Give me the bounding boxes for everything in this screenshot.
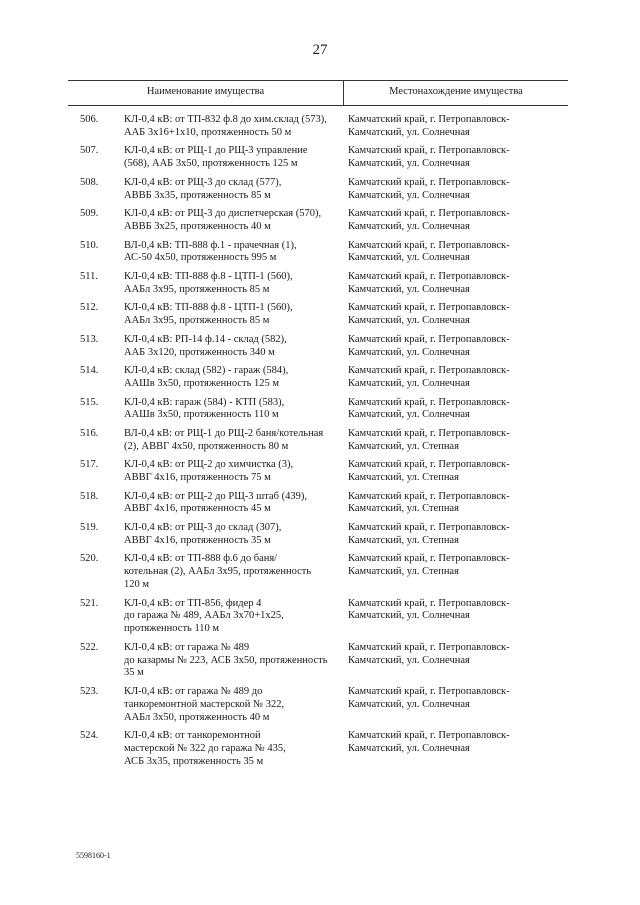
property-name-line: ААБ 3х120, протяженность 340 м xyxy=(124,346,275,358)
property-name-line: КЛ-0,4 кВ: от ТП-856, фидер 4 xyxy=(124,597,262,609)
property-location-line: Камчатский край, г. Петропавловск- xyxy=(348,490,510,502)
table-row xyxy=(0,145,640,171)
property-location xyxy=(348,522,538,548)
property-name-line: АСБ 3х35, протяженность 35 м xyxy=(124,755,264,767)
property-name-line: АВВГ 4х16, протяженность 75 м xyxy=(124,472,271,484)
property-location xyxy=(348,397,538,423)
property-name-line: АВВБ 3х35, протяженность 85 м xyxy=(124,189,271,201)
property-name xyxy=(124,397,338,423)
property-name-line: КЛ-0,4 кВ: ТП-888 ф.8 - ЦТП-1 (560), xyxy=(124,270,293,282)
table-row xyxy=(0,114,640,140)
row-number: 513. xyxy=(80,333,99,345)
property-name-line: КЛ-0,4 кВ: от гаража № 489 xyxy=(124,641,250,653)
table-row xyxy=(0,598,640,636)
property-location-line: Камчатский, ул. Степная xyxy=(348,503,459,515)
property-location xyxy=(348,302,538,328)
property-table-body xyxy=(0,114,640,774)
row-number: 510. xyxy=(80,239,99,251)
property-location xyxy=(348,642,538,668)
table-row xyxy=(0,397,640,423)
property-name-line: КЛ-0,4 кВ: от гаража № 489 до xyxy=(124,686,263,698)
property-location-line: Камчатский край, г. Петропавловск- xyxy=(348,145,510,157)
property-location-line: Камчатский край, г. Петропавловск- xyxy=(348,239,510,251)
property-name-line: танкоремонтной мастерской № 322, xyxy=(124,698,285,710)
table-row xyxy=(0,208,640,234)
property-name xyxy=(124,642,338,680)
property-name xyxy=(124,177,338,203)
property-name xyxy=(124,686,338,724)
property-location-line: Камчатский край, г. Петропавловск- xyxy=(348,176,510,188)
property-name xyxy=(124,114,338,140)
property-name xyxy=(124,428,338,454)
property-name-line: КЛ-0,4 кВ: от РЩ-3 до диспетчерская (570), xyxy=(124,208,322,220)
table-row xyxy=(0,271,640,297)
property-name xyxy=(124,598,338,636)
property-location-line: Камчатский край, г. Петропавловск- xyxy=(348,553,510,565)
column-header-location: Местонахождение имущества xyxy=(389,86,523,97)
property-name-line: ААБл 3х50, протяженность 40 м xyxy=(124,711,270,723)
property-location-line: Камчатский край, г. Петропавловск- xyxy=(348,427,510,439)
property-location xyxy=(348,491,538,517)
property-location-line: Камчатский, ул. Солнечная xyxy=(348,654,470,666)
row-number: 519. xyxy=(80,522,99,534)
row-number: 518. xyxy=(80,490,99,502)
property-name-line: ААШв 3х50, протяженность 125 м xyxy=(124,377,280,389)
property-location-line: Камчатский, ул. Солнечная xyxy=(348,158,470,170)
row-number: 516. xyxy=(80,427,99,439)
property-name xyxy=(124,553,338,591)
property-name xyxy=(124,271,338,297)
table-row xyxy=(0,365,640,391)
property-name-line: КЛ-0,4 кВ: РП-14 ф.14 - склад (582), xyxy=(124,333,287,345)
property-name xyxy=(124,491,338,517)
row-number: 511. xyxy=(80,270,98,282)
row-number: 520. xyxy=(80,553,99,565)
page-number: 27 xyxy=(312,42,328,58)
row-number: 508. xyxy=(80,176,99,188)
property-location-line: Камчатский край, г. Петропавловск- xyxy=(348,333,510,345)
property-name-line: КЛ-0,4 кВ: ТП-888 ф.8 - ЦТП-1 (560), xyxy=(124,302,293,314)
table-row xyxy=(0,334,640,360)
property-name-line: АВВБ 3х25, протяженность 40 м xyxy=(124,220,271,232)
property-name-line: КЛ-0,4 кВ: от РЩ-3 до склад (307), xyxy=(124,522,282,534)
table-row xyxy=(0,428,640,454)
property-location-line: Камчатский край, г. Петропавловск- xyxy=(348,270,510,282)
property-name xyxy=(124,240,338,266)
property-name-line: КЛ-0,4 кВ: от РЩ-3 до склад (577), xyxy=(124,176,282,188)
property-name-line: 120 м xyxy=(124,579,150,591)
property-name-line: мастерской № 322 до гаража № 435, xyxy=(124,743,286,755)
property-location xyxy=(348,553,538,579)
property-location-line: Камчатский край, г. Петропавловск- xyxy=(348,365,510,377)
property-name xyxy=(124,730,338,768)
property-name-line: ААШв 3х50, протяженность 110 м xyxy=(124,409,279,421)
property-location-line: Камчатский, ул. Солнечная xyxy=(348,126,470,138)
property-name-line: КЛ-0,4 кВ: от ТП-832 ф.8 до хим.склад (573), xyxy=(124,114,327,125)
table-row xyxy=(0,553,640,591)
row-number: 514. xyxy=(80,365,99,377)
document-code: 5598160-1 xyxy=(76,851,111,860)
property-location-line: Камчатский край, г. Петропавловск- xyxy=(348,396,510,408)
row-number: 523. xyxy=(80,686,99,698)
property-name-line: КЛ-0,4 кВ: от танкоремонтной xyxy=(124,730,261,742)
row-number: 521. xyxy=(80,597,99,609)
property-location-line: Камчатский край, г. Петропавловск- xyxy=(348,208,510,220)
property-name-line: АС-50 4х50, протяженность 995 м xyxy=(124,252,277,264)
table-row xyxy=(0,240,640,266)
property-location xyxy=(348,177,538,203)
property-name-line: ААБ 3х16+1х10, протяженность 50 м xyxy=(124,126,292,138)
property-location-line: Камчатский, ул. Солнечная xyxy=(348,610,470,622)
property-name-line: (2), АВВГ 4х50, протяженность 80 м xyxy=(124,440,289,452)
property-location-line: Камчатский, ул. Солнечная xyxy=(348,315,470,327)
property-location-line: Камчатский, ул. Солнечная xyxy=(348,189,470,201)
property-location-line: Камчатский край, г. Петропавловск- xyxy=(348,686,510,698)
property-location-line: Камчатский, ул. Солнечная xyxy=(348,346,470,358)
property-location-line: Камчатский край, г. Петропавловск- xyxy=(348,641,510,653)
property-location xyxy=(348,598,538,624)
row-number: 506. xyxy=(80,114,99,125)
property-location-line: Камчатский край, г. Петропавловск- xyxy=(348,522,510,534)
column-header-name: Наименование имущества xyxy=(146,86,265,97)
property-name-line: ААБл 3х95, протяженность 85 м xyxy=(124,315,270,327)
table-row xyxy=(0,642,640,680)
property-location-line: Камчатский, ул. Степная xyxy=(348,440,459,452)
table-row xyxy=(0,177,640,203)
property-name-line: 35 м xyxy=(124,667,144,679)
row-number: 509. xyxy=(80,208,99,220)
property-name-line: КЛ-0,4 кВ: от РЩ-2 до РЩ-3 штаб (439), xyxy=(124,490,307,502)
property-name-line: КЛ-0,4 кВ: от РЩ-2 до химчистка (3), xyxy=(124,459,294,471)
property-name-line: КЛ-0,4 кВ: от РЩ-1 до РЩ-3 управление xyxy=(124,145,308,157)
property-name-line: АВВГ 4х16, протяженность 45 м xyxy=(124,503,271,515)
property-name-line: КЛ-0,4 кВ: от ТП-888 ф.6 до баня/ xyxy=(124,553,278,565)
row-number: 507. xyxy=(80,145,99,157)
property-location-line: Камчатский, ул. Степная xyxy=(348,566,459,578)
table-row xyxy=(0,459,640,485)
row-number: 512. xyxy=(80,302,99,314)
property-location-line: Камчатский, ул. Солнечная xyxy=(348,698,470,710)
table-row xyxy=(0,522,640,548)
property-name xyxy=(124,334,338,360)
property-location-line: Камчатский, ул. Солнечная xyxy=(348,409,470,421)
property-location-line: Камчатский край, г. Петропавловск- xyxy=(348,459,510,471)
property-location xyxy=(348,240,538,266)
table-header xyxy=(68,80,568,106)
property-location xyxy=(348,145,538,171)
property-location-line: Камчатский край, г. Петропавловск- xyxy=(348,114,510,125)
property-location xyxy=(348,334,538,360)
table-row xyxy=(0,686,640,724)
property-name-line: до казармы № 223, АСБ 3х50, протяженность xyxy=(124,654,328,666)
table-row xyxy=(0,491,640,517)
property-name xyxy=(124,459,338,485)
row-number: 517. xyxy=(80,459,99,471)
table-row xyxy=(0,302,640,328)
property-name-line: ВЛ-0,4 кВ: ТП-888 ф.1 - прачечная (1), xyxy=(124,239,297,251)
property-location xyxy=(348,459,538,485)
property-location-line: Камчатский, ул. Степная xyxy=(348,534,459,546)
property-location-line: Камчатский, ул. Степная xyxy=(348,472,459,484)
property-name xyxy=(124,302,338,328)
property-name xyxy=(124,365,338,391)
row-number: 522. xyxy=(80,641,99,653)
property-location-line: Камчатский, ул. Солнечная xyxy=(348,220,470,232)
row-number: 524. xyxy=(80,730,99,742)
property-location xyxy=(348,208,538,234)
property-name-line: КЛ-0,4 кВ: склад (582) - гараж (584), xyxy=(124,365,289,377)
property-location xyxy=(348,365,538,391)
property-location-line: Камчатский край, г. Петропавловск- xyxy=(348,730,510,742)
property-location-line: Камчатский край, г. Петропавловск- xyxy=(348,597,510,609)
property-location xyxy=(348,271,538,297)
property-name xyxy=(124,145,338,171)
property-name-line: котельная (2), ААБл 3х95, протяженность xyxy=(124,566,312,578)
property-name-line: (568), ААБ 3х50, протяженность 125 м xyxy=(124,158,298,170)
property-location-line: Камчатский, ул. Солнечная xyxy=(348,377,470,389)
property-name-line: протяженность 110 м xyxy=(124,623,220,635)
property-location xyxy=(348,730,538,756)
property-name xyxy=(124,208,338,234)
property-location-line: Камчатский, ул. Солнечная xyxy=(348,743,470,755)
row-number: 515. xyxy=(80,396,99,408)
property-location xyxy=(348,428,538,454)
property-location-line: Камчатский, ул. Солнечная xyxy=(348,283,470,295)
property-name xyxy=(124,522,338,548)
property-name-line: до гаража № 489, ААБл 3х70+1х25, xyxy=(124,610,284,622)
property-location xyxy=(348,686,538,712)
property-location-line: Камчатский, ул. Солнечная xyxy=(348,252,470,264)
property-location xyxy=(348,114,538,140)
property-name-line: АВВГ 4х16, протяженность 35 м xyxy=(124,534,271,546)
property-name-line: КЛ-0,4 кВ: гараж (584) - КТП (583), xyxy=(124,396,285,408)
table-row xyxy=(0,730,640,768)
property-name-line: ААБл 3х95, протяженность 85 м xyxy=(124,283,270,295)
property-name-line: ВЛ-0,4 кВ: от РЩ-1 до РЩ-2 баня/котельная xyxy=(124,427,324,439)
property-location-line: Камчатский край, г. Петропавловск- xyxy=(348,302,510,314)
